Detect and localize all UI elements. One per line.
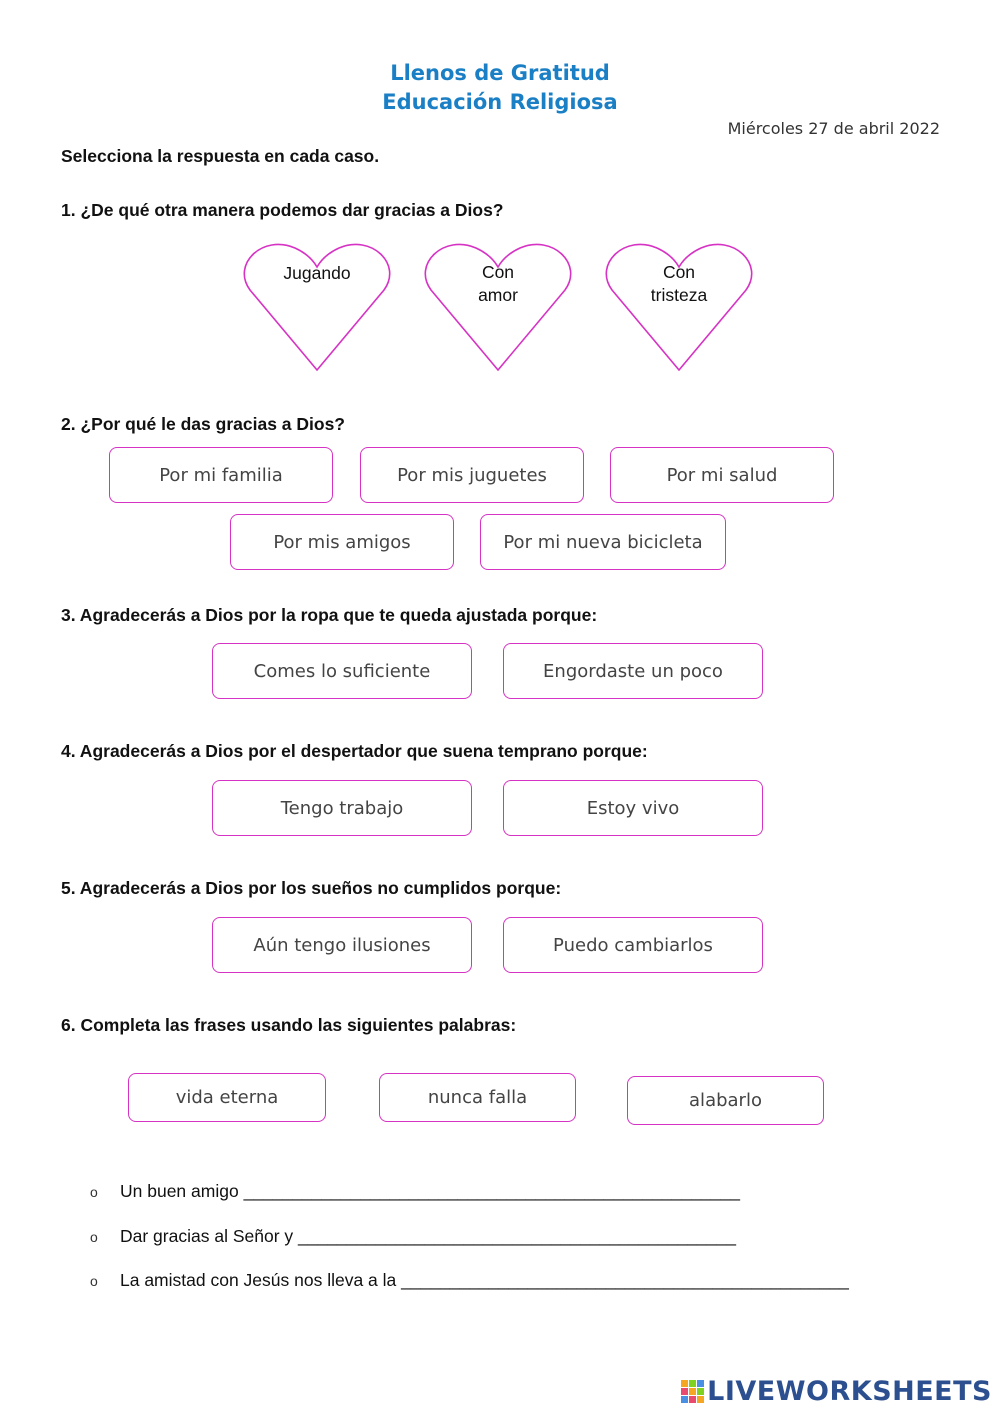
heart-option-label: Jugando <box>283 263 351 283</box>
option-box[interactable]: Aún tengo ilusiones <box>212 917 472 973</box>
sentence-row-3 <box>90 1270 849 1291</box>
option-box[interactable]: Estoy vivo <box>503 780 763 836</box>
brand-name: LIVEWORKSHEETS <box>707 1376 992 1407</box>
heart-shape <box>605 240 753 372</box>
question-4-label: 4. Agradecerás a Dios por el despertador que suena temprano porque: <box>61 741 648 761</box>
option-box[interactable]: Por mi salud <box>610 447 834 503</box>
word-box[interactable]: alabarlo <box>627 1076 824 1125</box>
page-title: Llenos de Gratitud <box>390 61 610 85</box>
question-2-label: 2. ¿Por qué le das gracias a Dios? <box>61 414 345 434</box>
word-box[interactable]: vida eterna <box>128 1073 326 1122</box>
answer-blank[interactable]: _____________________________________________ <box>298 1226 736 1246</box>
heart-option-2[interactable] <box>424 240 572 372</box>
heart-shape <box>243 240 391 372</box>
option-box[interactable]: Puedo cambiarlos <box>503 917 763 973</box>
question-5-label: 5. Agradecerás a Dios por los sueños no cumplidos porque: <box>61 878 562 898</box>
question-6-label: 6. Completa las frases usando las siguientes palabras: <box>61 1015 517 1035</box>
liveworksheets-logo <box>681 1376 992 1407</box>
sentence-text: Un buen amigo <box>120 1181 244 1201</box>
heart-option-3[interactable] <box>605 240 753 372</box>
heart-option-label-line-2: tristeza <box>650 285 708 305</box>
option-box[interactable]: Por mi nueva bicicleta <box>480 514 726 570</box>
logo-grid-icon <box>681 1380 704 1403</box>
question-1-label: 1. ¿De qué otra manera podemos dar gracias a Dios? <box>61 200 504 220</box>
heart-option-1[interactable] <box>243 240 391 372</box>
answer-blank[interactable]: ______________________________________________ <box>401 1270 849 1290</box>
heart-shape <box>424 240 572 372</box>
bullet-icon: o <box>90 1273 98 1289</box>
option-box[interactable]: Por mis amigos <box>230 514 454 570</box>
option-box[interactable]: Por mi familia <box>109 447 333 503</box>
date-label: Miércoles 27 de abril 2022 <box>727 119 940 138</box>
page-subtitle: Educación Religiosa <box>382 90 618 114</box>
heart-option-label-line-2: amor <box>478 285 518 305</box>
sentence-row-1 <box>90 1181 740 1202</box>
option-box[interactable]: Por mis juguetes <box>360 447 584 503</box>
option-box[interactable]: Tengo trabajo <box>212 780 472 836</box>
question-3-label: 3. Agradecerás a Dios por la ropa que te queda ajustada porque: <box>61 605 598 625</box>
heart-option-label-line-1: Con <box>481 262 515 282</box>
option-box[interactable]: Comes lo suficiente <box>212 643 472 699</box>
option-box[interactable]: Engordaste un poco <box>503 643 763 699</box>
answer-blank[interactable]: ___________________________________________________ <box>243 1181 740 1201</box>
bullet-icon: o <box>90 1184 98 1200</box>
bullet-icon: o <box>90 1229 98 1245</box>
sentence-text: La amistad con Jesús nos lleva a la <box>120 1270 402 1290</box>
word-box[interactable]: nunca falla <box>379 1073 576 1122</box>
sentence-row-2 <box>90 1226 736 1247</box>
heart-option-label-line-1: Con <box>662 262 696 282</box>
sentence-text: Dar gracias al Señor y <box>120 1226 298 1246</box>
instructions: Selecciona la respuesta en cada caso. <box>61 146 380 166</box>
